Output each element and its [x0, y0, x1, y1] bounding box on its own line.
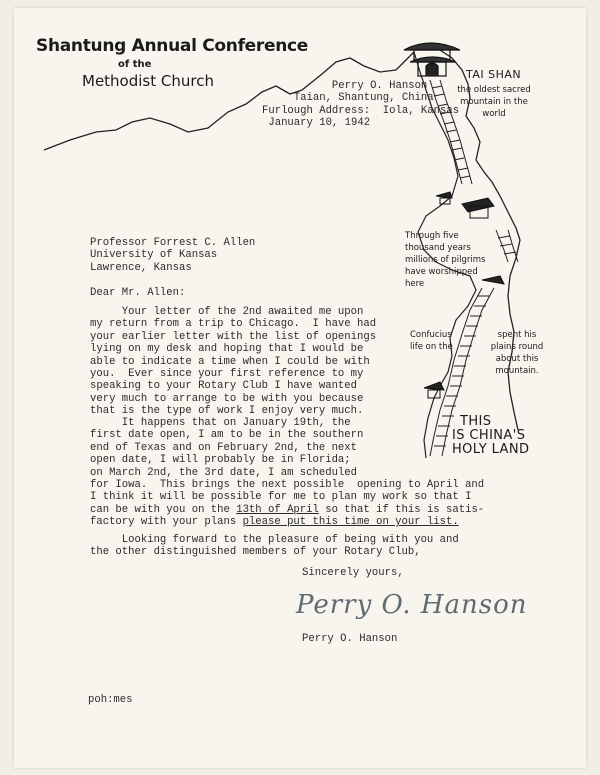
body-line: open date, I will probably be in Florida; — [90, 454, 351, 467]
paragraph-3 — [90, 534, 459, 559]
body-line: your earlier letter with the list of openings — [90, 330, 377, 343]
salutation: Dear Mr. Allen: — [90, 287, 186, 299]
body-line — [90, 516, 484, 528]
underlined-request: please put this time on your list. — [242, 516, 459, 529]
letterhead-of-the: of the — [118, 59, 152, 70]
note-confucius-left: Confucius life on the — [410, 330, 453, 352]
sender-line: Furlough Address: Iola, Kansas — [262, 104, 460, 117]
body-line: able to indicate a time when I could be with — [90, 355, 370, 368]
typist-initials: poh:mes — [88, 694, 133, 706]
body-line: lying on my desk and hoping that I would be — [90, 343, 364, 356]
holy-land-line: IS CHINA'S — [452, 428, 526, 443]
closing: Sincerely yours, — [302, 567, 404, 579]
letter-date: January 10, 1942 — [262, 117, 371, 130]
note-taishan-description: the oldest sacred mountain in the world — [457, 85, 531, 119]
body-line: Looking forward to the pleasure of being with you and — [90, 534, 459, 546]
letterhead-org-name: Shantung Annual Conference — [36, 36, 309, 56]
body-line — [90, 504, 484, 516]
body-text: so that if this is satis- — [318, 503, 485, 516]
underlined-date: 13th of April — [236, 503, 319, 516]
summit-temple — [404, 43, 460, 76]
body-line: It happens that on January 19th, the — [90, 417, 351, 429]
holy-land-line: THIS — [460, 414, 492, 429]
holy-land-line: HOLY LAND — [452, 442, 530, 457]
body-line: speaking to your Rotary Club I have wanted — [90, 380, 358, 393]
note-pilgrims: Through five thousand years millions of pilgrims have worshipped here — [405, 231, 486, 289]
body-text: factory with your plans — [90, 516, 243, 529]
sender-line: Perry O. Hanson — [262, 80, 428, 92]
recipient-block — [90, 237, 255, 274]
typed-name: Perry O. Hanson — [302, 633, 398, 645]
paragraph-2 — [90, 417, 484, 529]
body-line: the other distinguished members of your Rotary Club, — [90, 546, 421, 559]
paragraph-1 — [90, 306, 376, 418]
body-line: on March 2nd, the 3rd date, I am scheduled — [90, 466, 358, 479]
body-text: can be with you on the — [90, 503, 237, 516]
body-line: for Iowa. This brings the next possible opening to April and — [90, 479, 485, 492]
body-line: I think it will be possible for me to plan my work so that I — [90, 491, 472, 504]
sender-line: Taian, Shantung, China — [262, 92, 434, 105]
body-line: that is the type of work I enjoy very much. — [90, 405, 364, 418]
body-line: very much to arrange to be with you because — [90, 392, 364, 405]
body-line: you. Ever since your first reference to my — [90, 368, 364, 381]
body-line: first date open, I am to be in the southern — [90, 429, 364, 442]
handwritten-signature: Perry O. Hanson — [296, 590, 528, 620]
body-line: end of Texas and on February 2nd, the next — [90, 441, 358, 454]
recipient-line: Lawrence, Kansas — [90, 261, 192, 274]
note-confucius-right: spent his plains round about this mountain. — [490, 330, 544, 376]
body-line: my return from a trip to Chicago. I have had — [90, 318, 377, 331]
letterhead-church-name: Methodist Church — [82, 72, 214, 90]
recipient-line: Professor Forrest C. Allen — [90, 237, 256, 249]
recipient-line: University of Kansas — [90, 249, 218, 262]
note-taishan: TAI SHAN — [466, 68, 522, 81]
sender-block — [262, 80, 459, 130]
body-line: Your letter of the 2nd awaited me upon — [90, 306, 364, 318]
